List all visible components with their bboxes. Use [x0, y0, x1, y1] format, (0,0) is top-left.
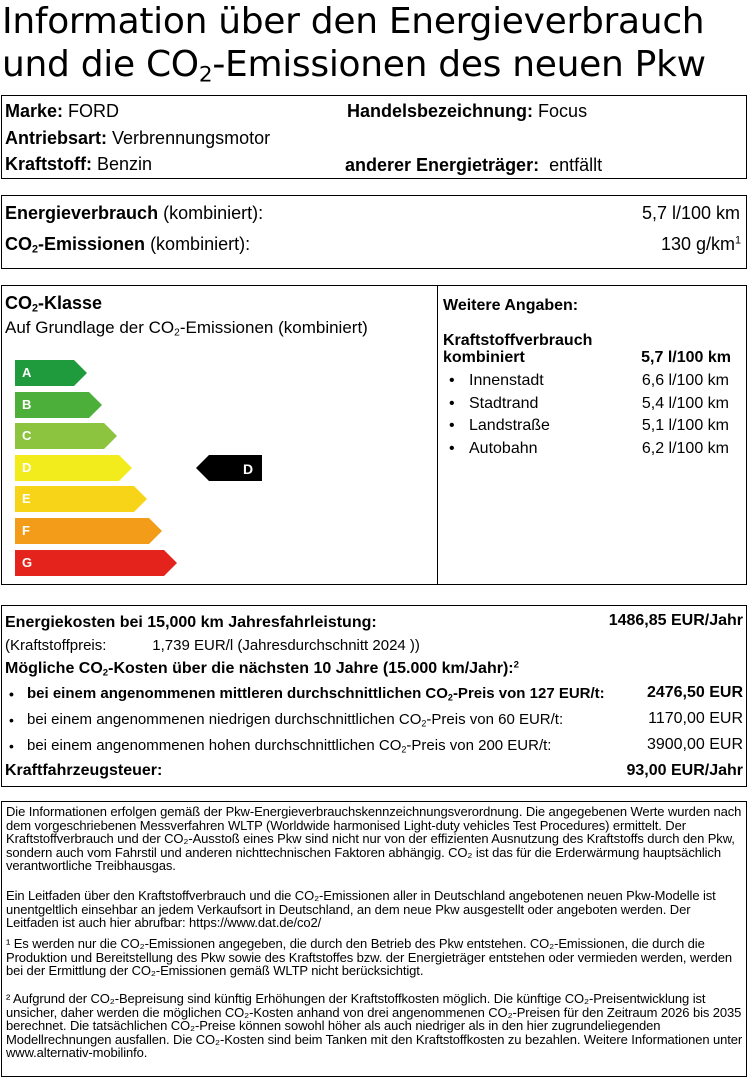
current-class-letter: D — [242, 460, 254, 477]
further-info-item-value: 5,1 l/100 km — [641, 417, 729, 434]
co2-costs-heading: Mögliche $CO_2$-Kosten über die nächsten 10 Jahre (15.000 km/Jahr):$^2$ — [5, 659, 519, 679]
energy-costs-label: Energiekosten bei 15,000 km Jahresfahrleistung: — [5, 614, 377, 631]
scenario-bullet: • — [9, 738, 14, 754]
co2-class-letter: D — [22, 459, 32, 475]
brand-row: Marke: FORD — [5, 101, 120, 121]
note-paragraph-1: Die Informationen erfolgen gemäß der Pkw-Energieverbrauchskennzeichnungsverordnung. Die angegebenen Werte wurden nach dem vorgeschriebenen Messverfahren WLTP (Worldwide harmonised Light-duty vehicles Test Procedures) ermittelt. Der Kraftstoffverbrauch und der CO₂-Ausstoß eines Pkw sind nicht nur von der effizienten Ausnutzung des Kraftstoffs durch den Pkw, sondern auch vom Fahrstil und anderen nichttechnischen Faktoren abhängig. CO₂ ist das für die Erderwärmung hauptsächlich verantwortliche Treibhausgas. — [6, 804, 742, 873]
co2-class-letter: A — [22, 365, 32, 380]
note-paragraph-2: Ein Leitfaden über den Kraftstoffverbrauch und die CO₂-Emissionen aller in Deutschland angebotenen neuen Pkw-Modelle ist unentgeltlich einsehbar an jedem Verkaufsort in Deutschland, an dem neue Pkw ausgestellt oder angeboten werden. Der Leitfaden ist auch hier abrufbar: https://www.dat.de/co2/ — [6, 888, 716, 930]
combined-fuel-value: 5,7 l/100 km — [641, 349, 731, 366]
vehicle-tax-value: 93,00 EUR/Jahr — [626, 762, 743, 779]
further-info-item-value: 6,6 l/100 km — [641, 372, 729, 389]
further-info-item-label: Stadtrand — [469, 394, 539, 412]
further-info-box — [437, 285, 747, 585]
trade-name-row: Handelsbezeichnung: Focus — [347, 101, 588, 121]
further-info-bullet: • — [449, 372, 455, 389]
vehicle-info-box — [1, 95, 747, 179]
combined-fuel-label: Kraftstoffverbrauch kombiniert — [443, 332, 593, 366]
co2-class-letter: G — [22, 554, 33, 570]
co2-class-a-arrow — [15, 360, 87, 386]
notes-box — [1, 801, 747, 1077]
further-info-bullet: • — [449, 417, 455, 434]
co2-class-basis: Auf Grundlage der $CO_2$-Emissionen (kombiniert) — [5, 318, 368, 339]
co2-class-letter: E — [22, 491, 31, 507]
co2-class-g-arrow — [15, 550, 177, 576]
co2-class-e-arrow — [15, 486, 147, 512]
page-title — [2, 0, 747, 86]
co2-class-letter: B — [22, 396, 32, 412]
co2-cost-scenario-label: bei einem angenommenen mittleren durchschnittlichen $CO_2$-Preis von 127 EUR/t: — [27, 685, 605, 703]
consumption-box — [1, 195, 747, 269]
vehicle-tax-label: Kraftfahrzeugsteuer: — [5, 762, 163, 779]
co2-cost-scenario-value: 3900,00 EUR — [646, 736, 743, 753]
title-line-2: und die $CO_2$-Emissionen des neuen Pkw — [2, 44, 706, 88]
co2-cost-scenario-value: 2476,50 EUR — [646, 684, 743, 701]
co2-class-d-arrow — [15, 455, 132, 481]
co2-class-b-arrow — [15, 392, 102, 418]
energy-consumption-label: Energieverbrauch (kombiniert): — [5, 203, 264, 223]
co2-class-f-arrow — [15, 518, 162, 544]
co2-class-box — [1, 285, 438, 585]
further-info-heading: Weitere Angaben: — [443, 297, 579, 314]
co2-class-letter: C — [22, 428, 32, 444]
energy-consumption-value: 5,7 l/100 km — [641, 203, 740, 223]
further-info-item-value: 6,2 l/100 km — [641, 439, 729, 457]
fuel-row: Kraftstoff: Benzin — [5, 154, 153, 174]
current-class-marker — [196, 455, 262, 481]
further-info-bullet: • — [449, 439, 455, 457]
co2-class-letter: F — [22, 523, 30, 538]
other-energy-row: anderer Energieträger: entfällt — [345, 155, 603, 175]
fuel-price-row: (Kraftstoffpreis: 1,739 EUR/l (Jahresdurchschnitt 2024 )) — [5, 637, 420, 654]
further-info-item-label: Innenstadt — [469, 372, 544, 389]
co2-cost-scenario-value: 1170,00 EUR — [648, 710, 743, 727]
scenario-bullet: • — [9, 712, 14, 728]
scenario-bullet: • — [9, 686, 14, 702]
note-footnote-1: ¹ Es werden nur die CO₂-Emissionen angegeben, die durch den Betrieb des Pkw entstehen. CO₂-Emissionen, die durch die Produktion und Bereitstellung des Pkw sowie des Kraftstoffes bzw. der Energieträger entstehen oder vermieden werden, werden bei der Ermittlung der CO₂-Emissionen gemäß WLTP nicht berücksichtigt. — [6, 936, 732, 978]
note-footnote-2: ² Aufgrund der CO₂-Bepreisung sind künftig Erhöhungen der Kraftstoffkosten möglich. Die künftige CO₂-Preisentwicklung ist unsicher, daher werden die möglichen CO₂-Kosten anhand von drei angenommenen CO₂-Preisen für den Zeitraum 2026 bis 2035 berechnet. Die tatsächlichen CO₂-Preise können sowohl höher als auch niedriger als in den hier zugrundeliegenden Modellrechnungen ausfallen. Die CO₂-Kosten sind beim Tanken mit den Kraftstoffkosten zu bezahlen. Weitere Informationen unter www.alternativ-mobilinfo. — [6, 991, 743, 1060]
co2-cost-scenario-label: bei einem angenommenen niedrigen durchschnittlichen $CO_2$-Preis von 60 EUR/t: — [27, 711, 564, 729]
further-info-bullet: • — [449, 394, 455, 412]
further-info-item-label: Autobahn — [469, 439, 538, 457]
costs-box — [1, 605, 747, 787]
title-line-1: Information über den Energieverbrauch — [2, 1, 705, 42]
co2-emissions-label: $CO_2$-Emissionen (kombiniert): — [5, 234, 251, 256]
co2-cost-scenario-label: bei einem angenommenen hohen durchschnittlichen $CO_2$-Preis von 200 EUR/t: — [27, 737, 552, 755]
further-info-item-value: 5,4 l/100 km — [641, 394, 729, 412]
drive-type-row: Antriebsart: Verbrennungsmotor — [5, 128, 271, 148]
energy-costs-value: 1486,85 EUR/Jahr — [608, 612, 743, 629]
co2-emissions-value: 130 $g/km^1$ — [660, 234, 741, 254]
co2-class-heading: $CO_2$-Klasse — [5, 293, 103, 315]
co2-class-c-arrow — [15, 423, 117, 449]
further-info-item-label: Landstraße — [469, 417, 550, 434]
